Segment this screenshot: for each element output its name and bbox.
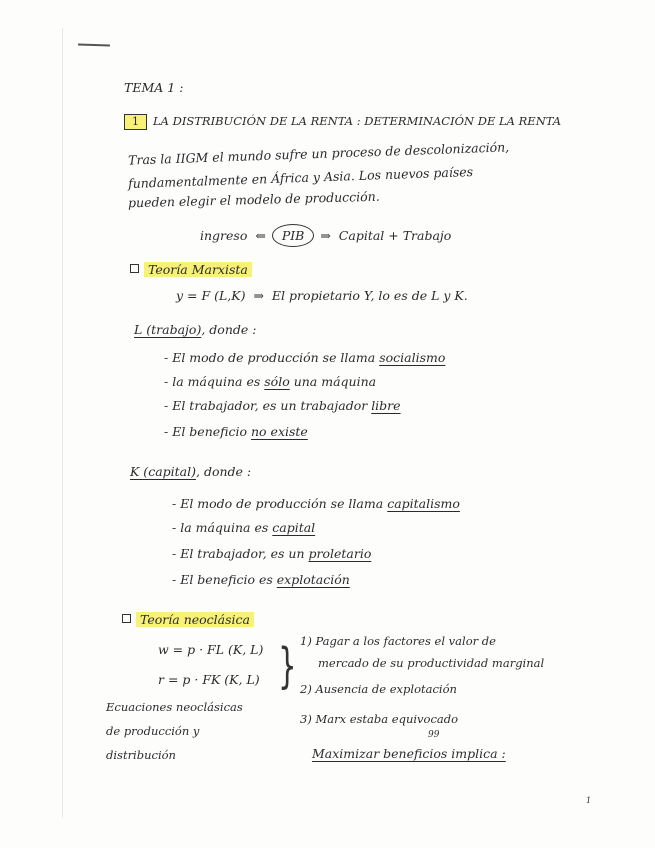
equation-r: r = p · FK (K, L) [158,672,260,687]
item-text: - El modo de producción se llama [172,496,384,511]
item-text: - la máquina es [164,374,261,389]
trabajo-item [164,374,376,389]
neoclasica-title-text: Teoría neoclásica [136,612,254,627]
section-1-title [124,114,561,130]
pib-diagram [200,224,451,247]
intro-line-1: Tras la IIGM el mundo sufre un proceso de descolonización, [127,139,510,168]
trabajo-heading-text: L (trabajo) [134,322,202,337]
trabajo-item [164,350,445,365]
neoclasica-point: 2) Ausencia de explotación [300,682,457,696]
superscript-mark: 99 [428,730,440,740]
arrow-right-icon: ⇒ [320,228,335,243]
neoclasica-title [122,612,254,627]
capital-heading [130,464,251,479]
item-underlined: sólo [264,374,290,389]
trabajo-item [164,424,308,439]
formula-text: y = F (L,K) [176,288,246,303]
trabajo-suffix: , donde : [201,322,257,337]
item-text: - El beneficio [164,424,248,439]
capital-item [172,546,371,561]
item-text: - El trabajador, es un trabajador [164,398,368,413]
item-underlined: socialismo [379,350,446,365]
checkbox-icon [130,264,139,273]
formula-note: El propietario Y, lo es de L y K. [271,288,468,303]
item-underlined: libre [371,398,401,413]
page-number: 1 [586,796,592,805]
item-underlined: capital [272,520,316,535]
implies-arrow-icon: ⇒ [249,288,268,303]
item-underlined: explotación [276,572,350,587]
item-text: - El beneficio es [172,572,273,587]
trabajo-heading [134,322,256,337]
marxista-title-text: Teoría Marxista [144,262,252,277]
caption-line: distribución [106,748,176,762]
item-text: - la máquina es [172,520,269,535]
caption-line: de producción y [106,724,200,738]
item-underlined: no existe [251,424,308,439]
brace-icon: } [278,638,297,694]
tema-heading: TEMA 1 : [124,80,184,95]
caption-line: Ecuaciones neoclásicas [106,700,243,714]
last-line-text: Maximizar beneficios implica : [312,746,506,761]
equation-w: w = p · FL (K, L) [158,642,264,657]
intro-line-2: fundamentalmente en África y Asia. Los nuevos países [127,163,474,192]
item-underlined: proletario [308,546,372,561]
neoclasica-point: 3) Marx estaba equivocado [300,712,459,726]
item-post: una máquina [293,374,377,389]
section-title-text: LA DISTRIBUCIÓN DE LA RENTA : DETERMINACIÓN DE LA RENTA [153,114,562,128]
diagram-ingreso: ingreso [200,228,248,243]
item-underlined: capitalismo [387,496,460,511]
marxista-formula [176,288,468,303]
diagram-capital-trabajo: Capital + Trabajo [338,228,452,243]
intro-line-3: pueden elegir el modelo de producción. [127,188,380,211]
capital-item [172,520,315,535]
neoclasica-point: mercado de su productividad marginal [318,656,545,670]
trabajo-item [164,398,401,413]
capital-heading-text: K (capital) [130,464,196,479]
neoclasica-point: 1) Pagar a los factores el valor de [300,634,496,648]
capital-item [172,572,350,587]
section-number-box: 1 [124,114,147,130]
diagram-pib: PIB [272,224,315,247]
checkbox-icon [122,614,131,623]
arrow-left-icon: ⇐ [251,228,266,243]
item-text: - El modo de producción se llama [164,350,376,365]
item-text: - El trabajador, es un [172,546,305,561]
marxista-title [130,262,252,277]
capital-suffix: , donde : [196,464,252,479]
last-line [312,746,506,761]
capital-item [172,496,460,511]
